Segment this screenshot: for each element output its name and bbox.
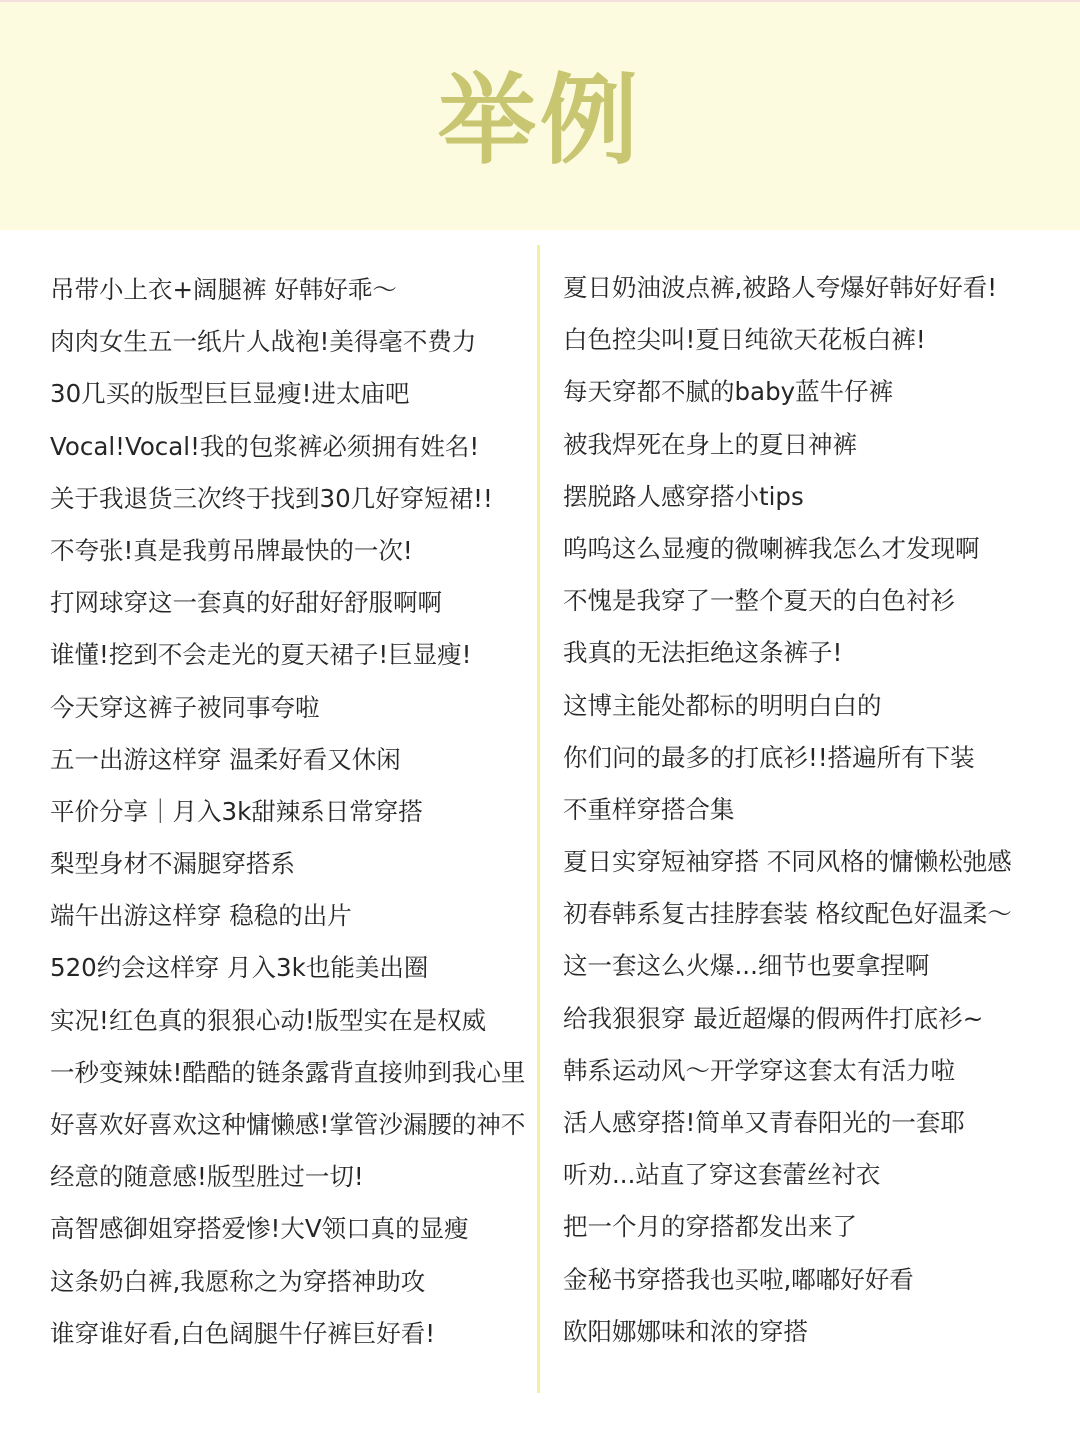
left-list-item: 肉肉女生五一纸片人战袍!美得毫不费力	[50, 327, 477, 357]
right-list-item: 被我焊死在身上的夏日神裤	[563, 429, 857, 459]
right-list-item: 初春韩系复古挂脖套装 格纹配色好温柔～	[563, 899, 1012, 929]
left-list-item: 520约会这样穿 月入3k也能美出圈	[50, 953, 429, 983]
right-list-item: 我真的无法拒绝这条裤子!	[563, 638, 843, 668]
left-list-item: 30几买的版型巨巨显瘦!进太庙吧	[50, 379, 410, 409]
right-list-item: 给我狠狠穿 最近超爆的假两件打底衫~	[563, 1003, 984, 1033]
right-list-item: 不重样穿搭合集	[563, 794, 735, 824]
page-title: 举例	[437, 64, 642, 178]
right-list-item: 夏日实穿短袖穿搭 不同风格的慵懒松弛感	[563, 847, 1012, 877]
right-list-item: 活人感穿搭!简单又青春阳光的一套耶	[563, 1108, 965, 1137]
right-list-item: 白色控尖叫!夏日纯欲天花板白裤!	[563, 325, 926, 355]
left-list-item: 吊带小上衣+阔腿裤 好韩好乖～	[50, 275, 397, 304]
right-list-item: 摆脱路人感穿搭小tips	[563, 481, 804, 511]
left-list-item: 谁穿谁好看,白色阔腿牛仔裤巨好看!	[50, 1318, 436, 1348]
right-list-item: 金秘书穿搭我也买啦,嘟嘟好好看	[563, 1264, 914, 1294]
right-list-item: 把一个月的穿搭都发出来了	[563, 1212, 857, 1242]
right-list-item: 欧阳娜娜味和浓的穿搭	[563, 1316, 808, 1346]
right-list-item: 这一套这么火爆...细节也要拿捏啊	[563, 951, 930, 981]
left-list-item: 今天穿这裤子被同事夸啦	[50, 692, 320, 722]
right-list-item: 你们问的最多的打底衫!!搭遍所有下装	[563, 742, 975, 772]
left-list-item: 这条奶白裤,我愿称之为穿搭神助攻	[50, 1266, 426, 1296]
left-list-item: 实况!红色真的狠狠心动!版型实在是权威	[50, 1005, 487, 1035]
left-list-item: 高智感御姐穿搭爱惨!大V领口真的显瘦	[50, 1214, 469, 1244]
right-list-item: 呜呜这么显瘦的微喇裤我怎么才发现啊	[563, 533, 980, 563]
left-list-item: 谁懂!挖到不会走光的夏天裙子!巨显瘦!	[50, 640, 472, 670]
left-list-item: Vocal!Vocal!我的包浆裤必须拥有姓名!	[50, 431, 480, 461]
title-banner	[0, 2, 1080, 230]
left-list-item: 梨型身材不漏腿穿搭系	[50, 849, 295, 879]
left-list-item: 平价分享｜月入3k甜辣系日常穿搭	[50, 796, 423, 826]
right-list-item: 韩系运动风～开学穿这套太有活力啦	[563, 1055, 955, 1085]
right-list-item: 不愧是我穿了一整个夏天的白色衬衫	[563, 586, 955, 616]
right-list-item: 每天穿都不腻的baby蓝牛仔裤	[563, 377, 894, 407]
left-list-item: 好喜欢好喜欢这种慵懒感!掌管沙漏腰的神不	[50, 1110, 526, 1139]
left-column	[50, 264, 535, 1360]
left-list-item: 五一出游这样穿 温柔好看又休闲	[50, 744, 401, 774]
left-list-item: 一秒变辣妹!酷酷的链条露背直接帅到我心里	[50, 1057, 526, 1087]
right-list-item: 夏日奶油波点裤,被路人夸爆好韩好好看!	[563, 273, 998, 302]
column-divider	[537, 245, 540, 1393]
left-list-item: 经意的随意感!版型胜过一切!	[50, 1162, 364, 1192]
left-list-item: 不夸张!真是我剪吊牌最快的一次!	[50, 535, 413, 565]
right-list-item: 这博主能处都标的明明白白的	[563, 690, 882, 720]
left-list-item: 关于我退货三次终于找到30几好穿短裙!!	[50, 483, 493, 513]
left-list-item: 打网球穿这一套真的好甜好舒服啊啊	[50, 588, 442, 618]
left-list-item: 端午出游这样穿 稳稳的出片	[50, 901, 352, 931]
right-column	[563, 262, 1068, 1358]
right-list-item: 听劝...站直了穿这套蕾丝衬衣	[563, 1160, 881, 1190]
